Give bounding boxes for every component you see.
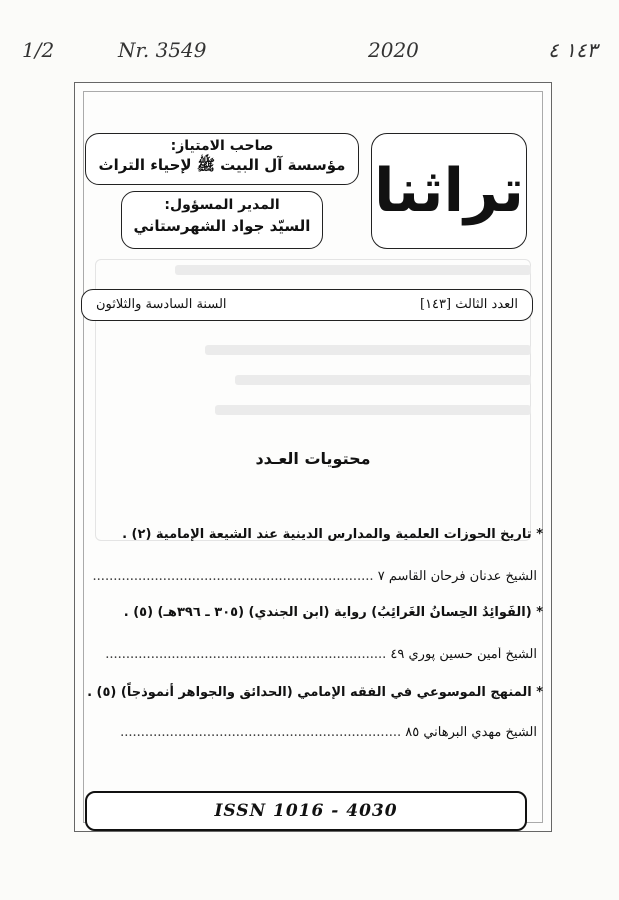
issn-number: ISSN 1016 - 4030 bbox=[214, 801, 398, 821]
article-author-line bbox=[91, 569, 537, 584]
logo-text: تراثنا bbox=[374, 156, 524, 226]
bleed-through-line bbox=[235, 375, 531, 385]
journal-logo bbox=[371, 133, 527, 249]
bleed-through-line bbox=[205, 345, 531, 355]
issn-box bbox=[85, 791, 527, 831]
director-label: المدير المسؤول: bbox=[164, 197, 280, 213]
article-page: ٨٥ bbox=[405, 725, 420, 740]
toc-title: محتويات العـدد bbox=[255, 449, 371, 468]
publisher-name: مؤسسة آل البيت ﷺ لإحياء التراث bbox=[98, 156, 346, 174]
article-author-line bbox=[91, 647, 537, 662]
publisher-label: صاحب الامتياز: bbox=[170, 138, 274, 154]
article-author: الشيخ أمين حسين پوري bbox=[408, 647, 537, 662]
issue-number: العدد الثالث [١٤٣] bbox=[419, 297, 518, 312]
article-author: الشيخ عدنان فرحان القاسم bbox=[388, 569, 537, 584]
leader-dots: .................................................................... bbox=[105, 647, 387, 662]
article-author-line bbox=[91, 725, 537, 740]
article-title: * تاريخ الحوزات العلمية والمدارس الدينية عند الشيعة الإمامية (٢) . bbox=[122, 527, 543, 542]
issue-year: السنة السادسة والثلاثون bbox=[96, 297, 227, 312]
director-name: السيّد جواد الشهرستاني bbox=[133, 217, 311, 235]
article-page: ٧ bbox=[377, 569, 385, 584]
leader-dots: .................................................................... bbox=[92, 569, 374, 584]
article-author: الشيخ مهدي البرهاني bbox=[423, 725, 537, 740]
publisher-box bbox=[85, 133, 359, 185]
article-title: * (الفَوائِدُ الحِسانُ الغَرائِبُ) رواية (ابن الجندي) (٣٠٥ ـ ٣٩٦هـ) (٥) . bbox=[123, 605, 543, 620]
handwritten-ref: Nr. 3549 bbox=[118, 38, 207, 62]
handwritten-code: ١٤٣ ٤ bbox=[548, 38, 598, 62]
handwritten-fraction: 1/2 bbox=[22, 38, 55, 62]
journal-page bbox=[74, 82, 552, 832]
bleed-through-line bbox=[215, 405, 531, 415]
article-page: ٤٩ bbox=[390, 647, 405, 662]
leader-dots: .................................................................... bbox=[120, 725, 402, 740]
issue-info-box bbox=[81, 289, 533, 321]
article-title: * المنهج الموسوعي في الفقه الإمامي (الحدائق والجواهر أنموذجاً) (٥) . bbox=[87, 685, 543, 700]
handwritten-year: 2020 bbox=[368, 38, 419, 62]
director-box bbox=[121, 191, 323, 249]
bleed-through-line bbox=[175, 265, 531, 275]
